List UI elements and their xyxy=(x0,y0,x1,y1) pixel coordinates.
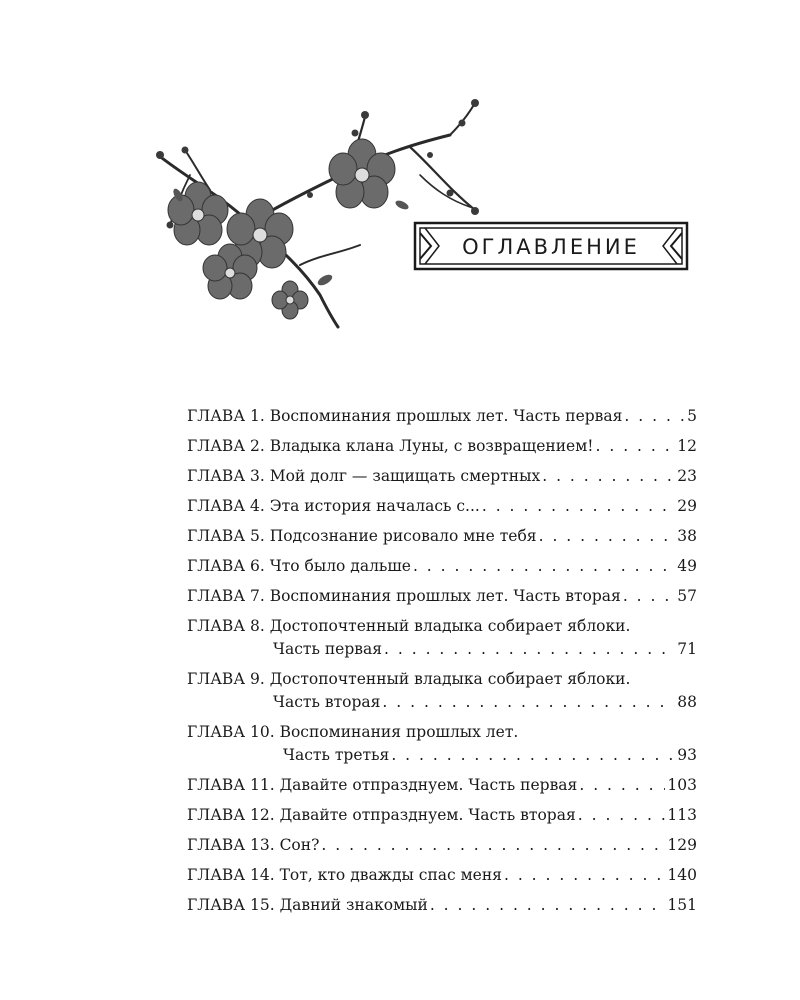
toc-entry[interactable] xyxy=(187,804,697,827)
toc-entry-title: ГЛАВА 1. Воспоминания прошлых лет. Часть первая xyxy=(187,407,623,425)
toc-entry[interactable] xyxy=(187,405,697,428)
toc-entry-subtitle: Часть вторая xyxy=(273,693,381,711)
toc-entry-page: 140 xyxy=(667,866,697,884)
toc-entry[interactable] xyxy=(187,465,697,488)
page-title: ОГЛАВЛЕНИЕ xyxy=(462,235,640,259)
toc-entry-title: ГЛАВА 13. Сон? xyxy=(187,836,320,854)
toc-entry-page: 71 xyxy=(677,640,697,658)
toc-entry-page: 57 xyxy=(677,587,697,605)
toc-entry-page: 49 xyxy=(677,557,697,575)
toc-entry-page: 93 xyxy=(677,746,697,764)
toc-entry[interactable] xyxy=(187,495,697,518)
toc-entry-page: 12 xyxy=(677,437,697,455)
toc-entry-title: ГЛАВА 6. Что было дальше xyxy=(187,557,411,575)
toc-entry-page: 113 xyxy=(667,806,697,824)
toc-entry-page: 151 xyxy=(667,896,697,914)
toc-entry-title: ГЛАВА 4. Эта история началась с... xyxy=(187,497,480,515)
toc-entry[interactable] xyxy=(187,894,697,917)
toc-entry[interactable] xyxy=(187,555,697,578)
toc-entry-page: 103 xyxy=(667,776,697,794)
toc-entry-title: ГЛАВА 7. Воспоминания прошлых лет. Часть вторая xyxy=(187,587,621,605)
toc-entry[interactable] xyxy=(187,615,697,661)
toc-entry-title: ГЛАВА 8. Достопочтенный владыка собирает яблоки. xyxy=(187,617,631,635)
toc-entry-title: ГЛАВА 12. Давайте отпразднуем. Часть вторая xyxy=(187,806,576,824)
toc-entry-title: ГЛАВА 3. Мой долг — защищать смертных xyxy=(187,467,541,485)
toc-entry-page: 38 xyxy=(677,527,697,545)
toc-entry[interactable] xyxy=(187,668,697,714)
toc-entry-title: ГЛАВА 15. Давний знакомый xyxy=(187,896,428,914)
toc-entry[interactable] xyxy=(187,864,697,887)
toc-entry-subtitle: Часть первая xyxy=(273,640,383,658)
toc-entry-title: ГЛАВА 9. Достопочтенный владыка собирает яблоки. xyxy=(187,670,631,688)
toc-entry-subtitle: Часть третья xyxy=(283,746,390,764)
toc-entry[interactable] xyxy=(187,721,697,767)
toc-entry[interactable] xyxy=(187,525,697,548)
toc-entry-page: 29 xyxy=(677,497,697,515)
toc-entry-title: ГЛАВА 2. Владыка клана Луны, с возвращением! xyxy=(187,437,594,455)
toc-entry-title: ГЛАВА 11. Давайте отпразднуем. Часть первая xyxy=(187,776,578,794)
toc-entry-title: ГЛАВА 14. Тот, кто дважды спас меня xyxy=(187,866,502,884)
toc-entry-page: 23 xyxy=(677,467,697,485)
cherry-blossom-illustration xyxy=(150,95,490,335)
toc-entry[interactable] xyxy=(187,774,697,797)
toc-entry[interactable] xyxy=(187,834,697,857)
toc-entry-page: 129 xyxy=(667,836,697,854)
table-of-contents xyxy=(187,405,697,924)
toc-entry-title: ГЛАВА 10. Воспоминания прошлых лет. xyxy=(187,723,519,741)
toc-entry[interactable] xyxy=(187,435,697,458)
toc-entry-page: 5 xyxy=(687,407,697,425)
toc-entry[interactable] xyxy=(187,585,697,608)
toc-entry-page: 88 xyxy=(677,693,697,711)
toc-entry-title: ГЛАВА 5. Подсознание рисовало мне тебя xyxy=(187,527,537,545)
